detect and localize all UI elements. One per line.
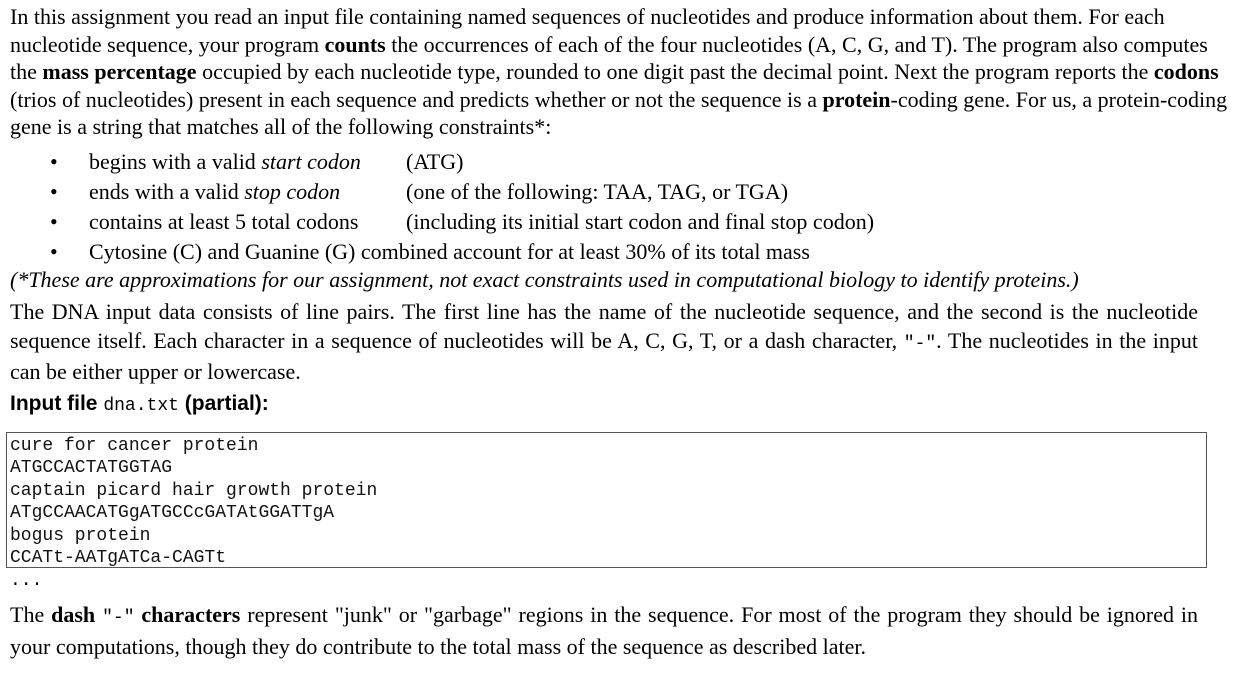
input-line: captain picard hair growth protein: [10, 480, 378, 501]
constraint-text: [89, 147, 361, 177]
intro-text-1: In this assignment you read an input file containing named sequences of nucleotides and produce information about them. For each nucleotide sequence, your program: [10, 4, 1165, 57]
bullet-icon: •: [50, 179, 58, 204]
constraint-text-main: Cytosine (C) and Guanine (G) combined account for at least 30% of its total mass: [89, 239, 810, 264]
intro-bold-protein: protein: [822, 86, 891, 112]
constraint-text-main: ends with a valid: [89, 179, 245, 204]
constraint-list: [0, 147, 1230, 267]
dash-bold-characters: characters: [141, 602, 241, 627]
bullet-icon: •: [50, 239, 58, 264]
constraint-text: [89, 237, 810, 267]
intro-text-4: (trios of nucleotides) present in each sequence and predicts whether or not the sequence is a: [10, 86, 823, 112]
bullet-icon: •: [50, 149, 58, 174]
dash-char: "-": [102, 608, 135, 628]
constraint-text-main: begins with a valid: [89, 149, 262, 174]
constraint-item: [0, 207, 1230, 237]
description-text-1: The DNA input data consists of line pairs. The first line has the name of the nucleotide sequence, and the second is the nucleotide sequence itself. Each character in a sequence of nucleotides will be A, C, G, T, or a dash character,: [10, 299, 1198, 353]
bullet-icon: •: [50, 209, 58, 234]
dash-char: "-": [903, 333, 937, 354]
constraint-item: [0, 177, 1230, 207]
intro-bold-codons: codons: [1153, 59, 1219, 85]
dash-text-1: The: [10, 602, 52, 627]
input-file-box: [6, 432, 1207, 568]
input-filename: dna.txt: [103, 396, 179, 416]
input-file-heading: [10, 390, 269, 420]
constraint-text-italic: start codon: [261, 149, 361, 174]
intro-text-3: occupied by each nucleotide type, rounded to one digit past the decimal point. Next the program reports the: [196, 59, 1154, 85]
input-line: cure for cancer protein: [10, 436, 259, 456]
dash-text-2: represent "junk" or "garbage" regions in the sequence. For most of the program they should be ignored in your computations, though they do contribute to the total mass of the sequence as described later.: [10, 602, 1199, 659]
constraint-note: (including its initial start codon and final stop codon): [406, 209, 875, 234]
intro-paragraph: [10, 3, 1230, 141]
input-line: bogus protein: [10, 525, 151, 546]
description-text-2: . The nucleotides in the input can be either upper or lowercase.: [10, 327, 1198, 384]
intro-bold-counts: counts: [324, 31, 386, 57]
ellipsis: ...: [10, 571, 43, 591]
intro-bold-mass-percentage: mass percentage: [42, 59, 197, 85]
constraint-note: (one of the following: TAA, TAG, or TGA): [406, 179, 789, 204]
constraint-text: [89, 207, 358, 237]
constraint-text-italic: stop codon: [244, 179, 341, 204]
dash-paragraph: [10, 601, 1198, 661]
constraint-item: [0, 147, 1230, 177]
footnote: (*These are approximations for our assignment, not exact constraints used in computational biology to identify proteins.): [10, 267, 1079, 292]
input-line: CCATt-AATgATCa-CAGTt: [10, 548, 227, 569]
constraint-note: (ATG): [406, 149, 464, 174]
constraint-text-main: contains at least 5 total codons: [89, 209, 359, 234]
input-description: [10, 298, 1198, 387]
input-line: ATgCCAACATGgATGCCcGATAtGGATTgA: [10, 503, 335, 524]
intro-text-5: -coding gene. For us, a protein-coding gene is a string that matches all of the following constraints*:: [10, 86, 1228, 140]
dash-bold-dash: dash: [51, 602, 96, 627]
heading-suffix: (partial):: [178, 392, 269, 415]
intro-text-2: the occurrences of each of the four nucleotides (A, C, G, and T). The program also computes the: [10, 31, 1208, 85]
constraint-text: [89, 177, 340, 207]
heading-text: Input file: [10, 392, 104, 415]
constraint-item: [0, 237, 1230, 267]
input-line: ATGCCACTATGGTAG: [10, 458, 173, 479]
